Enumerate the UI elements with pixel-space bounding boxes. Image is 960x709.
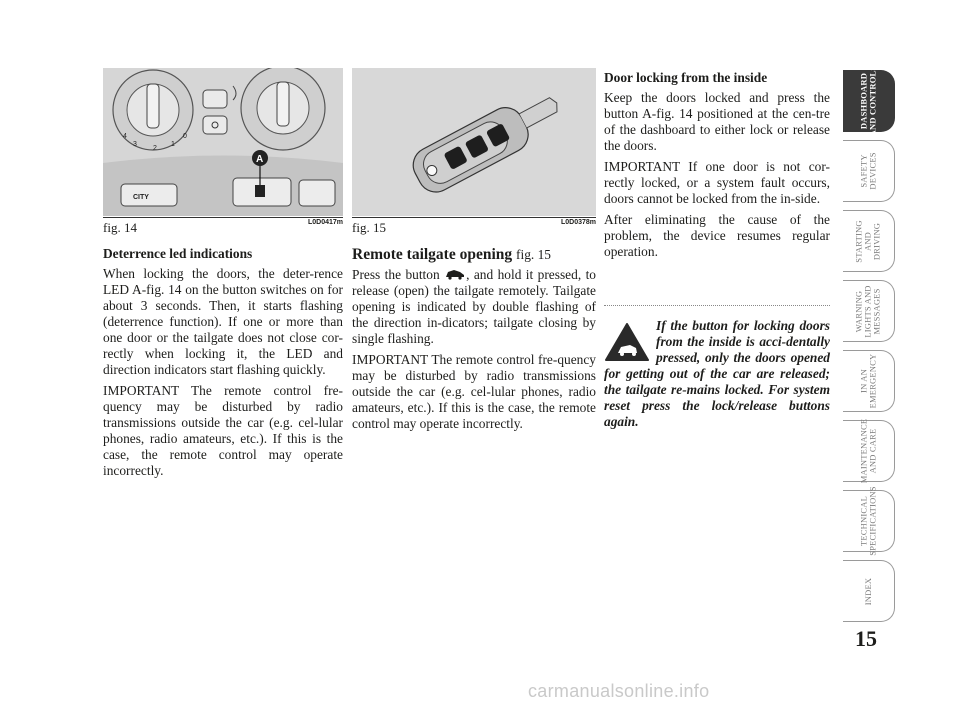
- door-locking-important: IMPORTANT If one door is not cor-rectly locked, or a system fault occurs, doors cannot be locked from the in-side.: [604, 159, 830, 206]
- remote-frequency-note: IMPORTANT The remote control fre-quency may be disturbed by radio transmissions outside the car (e.g. cel-lular phones, radio amateurs, etc.). If this is the case, the remote control may operate incorrectly.: [103, 383, 343, 478]
- tab-label: DASHBOARD AND CONTROLS: [858, 65, 878, 137]
- tab-dashboard-and-controls[interactable]: [843, 65, 895, 137]
- tab-label: IN AN EMERGENCY: [858, 353, 878, 409]
- car-tailgate-icon: [444, 268, 466, 280]
- figure-14-caption: [103, 217, 343, 236]
- dial-number: 3: [133, 141, 137, 148]
- deterrence-paragraph: When locking the doors, the deter-rence LED A-fig. 14 on the button switches on for about 3 seconds. Then, it starts flashing (deterrence function). If one or more than one door or the tailgate does not close cor-rectly when locking it, the LED and direction indicators start flashing quickly.: [103, 266, 343, 377]
- warning-text: [604, 318, 830, 430]
- tab-label: WARNING LIGHTS AND MESSAGES: [854, 284, 883, 338]
- tab-index[interactable]: [843, 560, 895, 622]
- remote-frequency-note-2: IMPORTANT The remote control fre-quency may be disturbed by radio transmissions outside the car (e.g. cel-lular phones, radio amateurs, etc.). If this is the case, the remote control may operate incorrectly.: [352, 352, 596, 431]
- deterrence-heading: Deterrence led indications: [103, 246, 253, 261]
- key-fob-illustration: [352, 68, 596, 216]
- tailgate-heading-text: Remote tailgate opening: [352, 246, 513, 263]
- dial-number: 1: [171, 141, 175, 148]
- column-3-text: [604, 70, 830, 265]
- figure-15-caption: [352, 217, 596, 236]
- dial-number: 2: [153, 145, 157, 152]
- figure-14-dashboard-image: [103, 68, 343, 216]
- dial-number: 0: [183, 133, 187, 140]
- tab-technical-specifications[interactable]: [843, 486, 895, 556]
- tailgate-text-b: , and hold it pressed, to release (open) the tailgate remotely. Tailgate opening is indicated by double flashing of the direction in-dicators; tailgate closing by single flashing.: [352, 267, 596, 346]
- figure-14-code: L0D0417m: [307, 219, 343, 226]
- tab-in-an-emergency[interactable]: [843, 350, 895, 412]
- tab-label: STARTING AND DRIVING: [854, 219, 882, 263]
- door-locking-paragraph: Keep the doors locked and press the button A-fig. 14 positioned at the cen-tre of the dashboard to either lock or release the doors.: [604, 90, 830, 153]
- dashboard-illustration: [103, 68, 343, 216]
- tab-maintenance-and-care[interactable]: [843, 420, 895, 482]
- tailgate-heading: [352, 247, 596, 263]
- callout-a: A: [256, 154, 264, 165]
- tab-label: INDEX: [862, 577, 873, 605]
- watermark: carmanualsonline.info: [528, 681, 710, 701]
- tab-label: SAFETY DEVICES: [858, 152, 878, 190]
- tab-starting-and-driving[interactable]: [843, 210, 895, 272]
- tailgate-heading-ref: fig. 15: [516, 247, 551, 262]
- column-2-text: [352, 247, 596, 437]
- warning-paragraph: If the button for locking doors from the inside is acci-dentally pressed, only the doors opened for getting out of the car are released; the tailgate re-mains locked. For system reset press the lock/release buttons again.: [604, 318, 830, 429]
- dial-number: 4: [123, 133, 127, 140]
- figure-15-code: L0D0378m: [560, 219, 596, 226]
- column-1-text: [103, 246, 343, 484]
- tab-warning-lights-and-messages[interactable]: [843, 280, 895, 342]
- tab-safety-devices[interactable]: [843, 140, 895, 202]
- tab-label: MAINTENANCE AND CARE: [858, 418, 878, 484]
- figure-15-label: fig. 15: [352, 220, 386, 235]
- city-button-label: CITY: [133, 194, 149, 201]
- warning-separator: [604, 305, 830, 306]
- door-locking-after: After eliminating the cause of the problem, the device resumes regular operation.: [604, 212, 830, 259]
- page-number: 15: [855, 626, 877, 651]
- door-locking-heading: Door locking from the inside: [604, 70, 768, 85]
- tailgate-text-a: Press the button: [352, 267, 440, 282]
- figure-15-key-image: [352, 68, 596, 216]
- tailgate-paragraph: [352, 267, 596, 347]
- figure-14-label: fig. 14: [103, 220, 137, 235]
- tab-label: TECHNICAL SPECIFICATIONS: [858, 486, 878, 556]
